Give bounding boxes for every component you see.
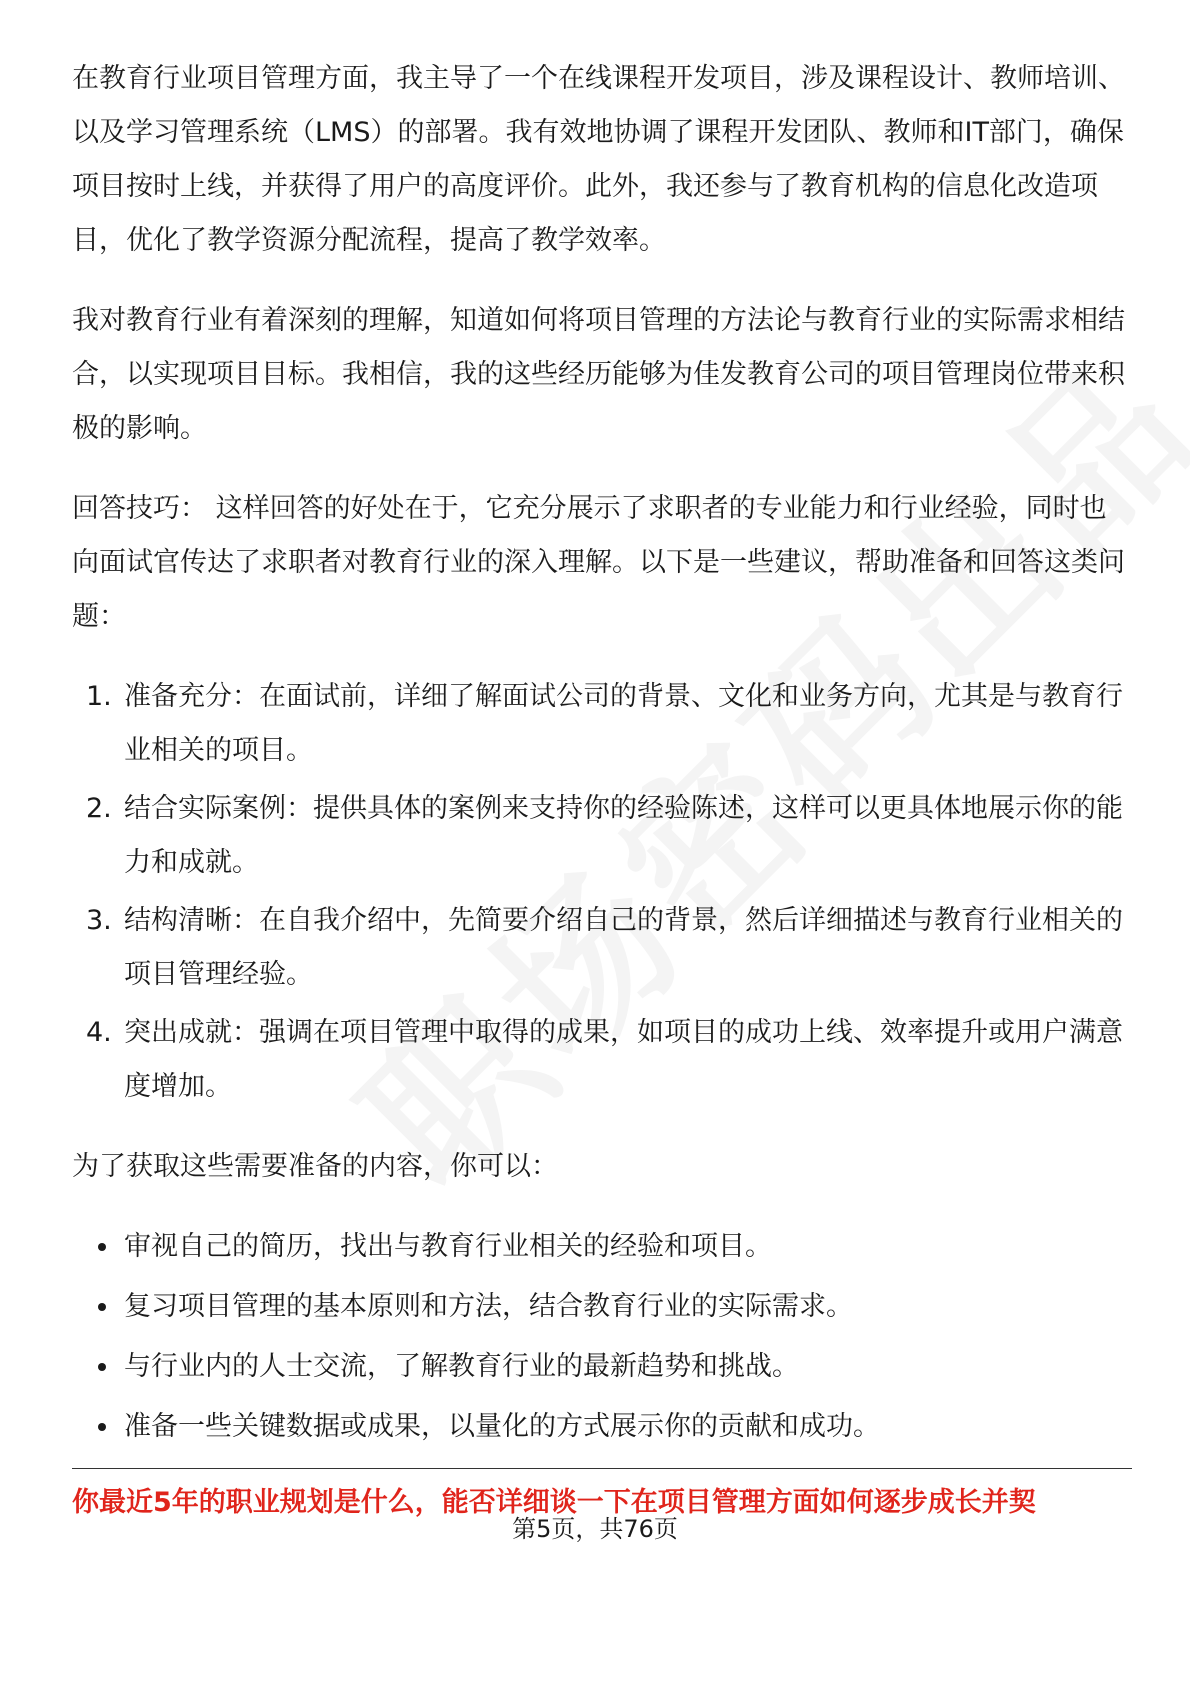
bullet-icon <box>98 1363 106 1371</box>
page-number: 第5页，共76页 <box>512 1515 678 1543</box>
list-item <box>72 1006 1132 1114</box>
bullet-icon <box>98 1423 106 1431</box>
list-number: 3. <box>86 905 112 936</box>
list-item-text: 结合实际案例：提供具体的案例来支持你的经验陈述，这样可以更具体地展示你的能力和成就。 <box>124 793 1123 878</box>
section-divider <box>72 1468 1132 1469</box>
list-item <box>72 782 1132 890</box>
bullet-icon <box>98 1303 106 1311</box>
list-item-text: 与行业内的人士交流，了解教育行业的最新趋势和挑战。 <box>124 1351 799 1382</box>
list-item <box>72 894 1132 1002</box>
list-item <box>72 1280 1132 1334</box>
paragraph-prep-intro: 为了获取这些需要准备的内容，你可以： <box>72 1151 558 1182</box>
list-number: 4. <box>86 1017 112 1048</box>
bullet-icon <box>98 1243 106 1251</box>
prep-list <box>72 1220 1132 1454</box>
list-item <box>72 670 1132 778</box>
paragraph-industry-understanding: 我对教育行业有着深刻的理解，知道如何将项目管理的方法论与教育行业的实际需求相结合，以实现项目目标。我相信，我的这些经历能够为佳发教育公司的项目管理岗位带来积极的影响。 <box>72 305 1125 444</box>
list-item-text: 准备一些关键数据或成果，以量化的方式展示你的贡献和成功。 <box>124 1411 880 1442</box>
list-number: 1. <box>86 681 112 712</box>
paragraph-project-experience: 在教育行业项目管理方面，我主导了一个在线课程开发项目，涉及课程设计、教师培训、以及学习管理系统（LMS）的部署。我有效地协调了课程开发团队、教师和IT部门，确保项目按时上线，并获得了用户的高度评价。此外，我还参与了教育机构的信息化改造项目，优化了教学资源分配流程，提高了教学效率。 <box>72 63 1125 256</box>
next-question-heading: 你最近5年的职业规划是什么，能否详细谈一下在项目管理方面如何逐步成长并契 <box>72 1487 1036 1518</box>
list-item <box>72 1400 1132 1454</box>
list-item-text: 结构清晰：在自我介绍中，先简要介绍自己的背景，然后详细描述与教育行业相关的项目管理经验。 <box>124 905 1123 990</box>
list-item <box>72 1340 1132 1394</box>
list-item-text: 复习项目管理的基本原则和方法，结合教育行业的实际需求。 <box>124 1291 853 1322</box>
list-number: 2. <box>86 793 112 824</box>
tips-list <box>72 670 1132 1114</box>
document-body <box>72 52 1132 1460</box>
list-item-text: 审视自己的简历，找出与教育行业相关的经验和项目。 <box>124 1231 772 1262</box>
paragraph-answer-tips: 回答技巧： 这样回答的好处在于，它充分展示了求职者的专业能力和行业经验，同时也向面试官传达了求职者对教育行业的深入理解。以下是一些建议，帮助准备和回答这类问题： <box>72 493 1125 632</box>
list-item <box>72 1220 1132 1274</box>
list-item-text: 突出成就：强调在项目管理中取得的成果，如项目的成功上线、效率提升或用户满意度增加。 <box>124 1017 1123 1102</box>
list-item-text: 准备充分：在面试前，详细了解面试公司的背景、文化和业务方向，尤其是与教育行业相关的项目。 <box>124 681 1123 766</box>
